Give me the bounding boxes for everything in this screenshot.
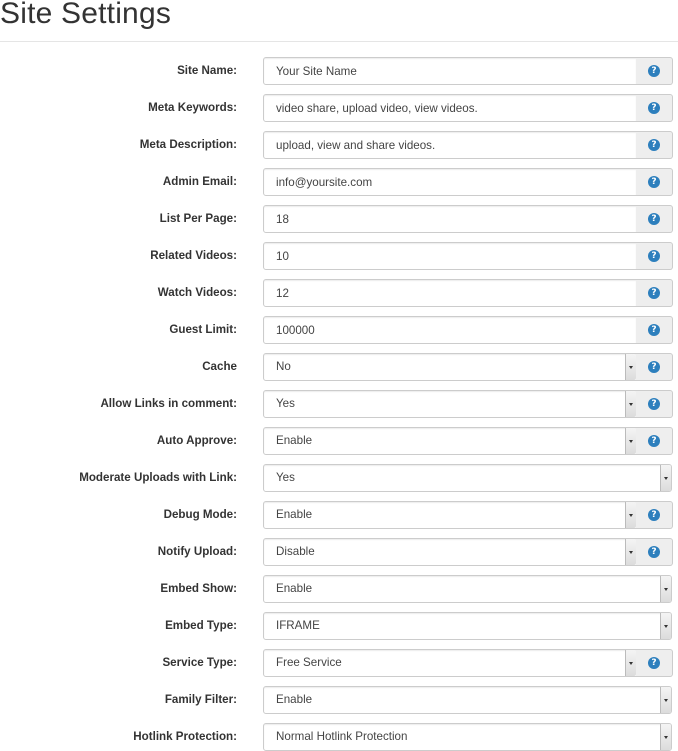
embed-type-select[interactable] (263, 612, 672, 640)
guest-limit-help-button[interactable] (636, 316, 673, 344)
meta-keywords-input[interactable] (263, 94, 637, 122)
setting-row-notify-upload (0, 538, 678, 566)
service-type-select[interactable] (263, 649, 637, 677)
question-circle-icon: ? (648, 435, 660, 447)
question-circle-icon: ? (648, 102, 660, 114)
setting-row-related-videos (0, 242, 678, 270)
question-circle-icon: ? (648, 509, 660, 521)
guest-limit-input-field[interactable] (264, 317, 636, 343)
guest-limit-input[interactable] (263, 316, 637, 344)
setting-label-meta-description: Meta Description: (139, 138, 237, 151)
related-videos-help-button[interactable] (636, 242, 673, 270)
setting-row-watch-videos (0, 279, 678, 307)
setting-row-allow-links-in-comment (0, 390, 678, 418)
allow-links-in-comment-selected-value: Yes (276, 397, 295, 410)
question-circle-icon: ? (648, 213, 660, 225)
chevron-down-icon[interactable] (625, 428, 636, 454)
page-title: Site Settings (0, 0, 172, 30)
setting-label-site-name: Site Name: (177, 64, 237, 77)
question-circle-icon: ? (648, 176, 660, 188)
hotlink-protection-selected-value: Normal Hotlink Protection (276, 730, 408, 743)
chevron-down-icon[interactable] (625, 539, 636, 565)
cache-select[interactable] (263, 353, 637, 381)
setting-label-auto-approve: Auto Approve: (156, 434, 237, 447)
chevron-down-icon[interactable] (660, 687, 671, 713)
setting-label-family-filter: Family Filter: (164, 693, 237, 706)
setting-row-moderate-uploads-with-link (0, 464, 678, 492)
site-name-input[interactable] (263, 57, 637, 85)
watch-videos-help-button[interactable] (636, 279, 673, 307)
admin-email-help-button[interactable] (636, 168, 673, 196)
setting-label-embed-show: Embed Show: (160, 582, 237, 595)
setting-label-debug-mode: Debug Mode: (163, 508, 237, 521)
setting-row-site-name (0, 57, 678, 85)
question-circle-icon: ? (648, 65, 660, 77)
meta-description-input[interactable] (263, 131, 637, 159)
setting-row-admin-email (0, 168, 678, 196)
setting-label-embed-type: Embed Type: (165, 619, 237, 632)
question-circle-icon: ? (648, 398, 660, 410)
chevron-down-icon[interactable] (660, 724, 671, 750)
setting-row-meta-keywords (0, 94, 678, 122)
setting-label-list-per-page: List Per Page: (159, 212, 237, 225)
setting-label-meta-keywords: Meta Keywords: (148, 101, 237, 114)
family-filter-selected-value: Enable (276, 693, 313, 706)
setting-row-family-filter (0, 686, 678, 714)
related-videos-input-field[interactable] (264, 243, 636, 269)
admin-email-input-field[interactable] (264, 169, 636, 195)
setting-label-moderate-uploads-with-link: Moderate Uploads with Link: (79, 471, 237, 484)
related-videos-input[interactable] (263, 242, 637, 270)
debug-mode-selected-value: Enable (276, 508, 313, 521)
cache-help-button[interactable] (636, 353, 673, 381)
auto-approve-select[interactable] (263, 427, 637, 455)
question-circle-icon: ? (648, 361, 660, 373)
setting-label-related-videos: Related Videos: (150, 249, 237, 262)
auto-approve-selected-value: Enable (276, 434, 313, 447)
cache-selected-value: No (276, 360, 291, 373)
site-name-help-button[interactable] (636, 57, 673, 85)
setting-label-guest-limit: Guest Limit: (169, 323, 237, 336)
question-circle-icon: ? (648, 546, 660, 558)
meta-keywords-input-field[interactable] (264, 95, 636, 121)
family-filter-select[interactable] (263, 686, 672, 714)
setting-row-embed-show (0, 575, 678, 603)
moderate-uploads-with-link-selected-value: Yes (276, 471, 295, 484)
question-circle-icon: ? (648, 250, 660, 262)
setting-label-cache: Cache (202, 360, 237, 373)
chevron-down-icon[interactable] (625, 650, 636, 676)
list-per-page-input[interactable] (263, 205, 637, 233)
setting-row-embed-type (0, 612, 678, 640)
chevron-down-icon[interactable] (660, 576, 671, 602)
notify-upload-help-button[interactable] (636, 538, 673, 566)
setting-row-hotlink-protection (0, 723, 678, 751)
meta-description-input-field[interactable] (264, 132, 636, 158)
setting-label-notify-upload: Notify Upload: (157, 545, 237, 558)
service-type-help-button[interactable] (636, 649, 673, 677)
chevron-down-icon[interactable] (660, 613, 671, 639)
setting-row-auto-approve (0, 427, 678, 455)
setting-row-meta-description (0, 131, 678, 159)
auto-approve-help-button[interactable] (636, 427, 673, 455)
list-per-page-input-field[interactable] (264, 206, 636, 232)
chevron-down-icon[interactable] (625, 391, 636, 417)
meta-keywords-help-button[interactable] (636, 94, 673, 122)
notify-upload-selected-value: Disable (276, 545, 315, 558)
setting-label-allow-links-in-comment: Allow Links in comment: (100, 397, 237, 410)
title-divider (0, 41, 678, 42)
embed-show-select[interactable] (263, 575, 672, 603)
setting-row-debug-mode (0, 501, 678, 529)
setting-row-guest-limit (0, 316, 678, 344)
setting-label-service-type: Service Type: (162, 656, 237, 669)
meta-description-help-button[interactable] (636, 131, 673, 159)
moderate-uploads-with-link-select[interactable] (263, 464, 672, 492)
embed-type-selected-value: IFRAME (276, 619, 320, 632)
watch-videos-input-field[interactable] (264, 280, 636, 306)
allow-links-in-comment-select[interactable] (263, 390, 637, 418)
admin-email-input[interactable] (263, 168, 637, 196)
notify-upload-select[interactable] (263, 538, 637, 566)
setting-label-admin-email: Admin Email: (162, 175, 237, 188)
watch-videos-input[interactable] (263, 279, 637, 307)
service-type-selected-value: Free Service (276, 656, 342, 669)
embed-show-selected-value: Enable (276, 582, 313, 595)
allow-links-in-comment-help-button[interactable] (636, 390, 673, 418)
list-per-page-help-button[interactable] (636, 205, 673, 233)
chevron-down-icon[interactable] (625, 502, 636, 528)
question-circle-icon: ? (648, 287, 660, 299)
question-circle-icon: ? (648, 139, 660, 151)
debug-mode-help-button[interactable] (636, 501, 673, 529)
site-name-input-field[interactable] (264, 58, 636, 84)
chevron-down-icon[interactable] (625, 354, 636, 380)
debug-mode-select[interactable] (263, 501, 637, 529)
setting-row-service-type (0, 649, 678, 677)
setting-row-cache (0, 353, 678, 381)
setting-label-watch-videos: Watch Videos: (157, 286, 237, 299)
hotlink-protection-select[interactable] (263, 723, 672, 751)
question-circle-icon: ? (648, 657, 660, 669)
chevron-down-icon[interactable] (660, 465, 671, 491)
question-circle-icon: ? (648, 324, 660, 336)
setting-label-hotlink-protection: Hotlink Protection: (133, 730, 237, 743)
setting-row-list-per-page (0, 205, 678, 233)
